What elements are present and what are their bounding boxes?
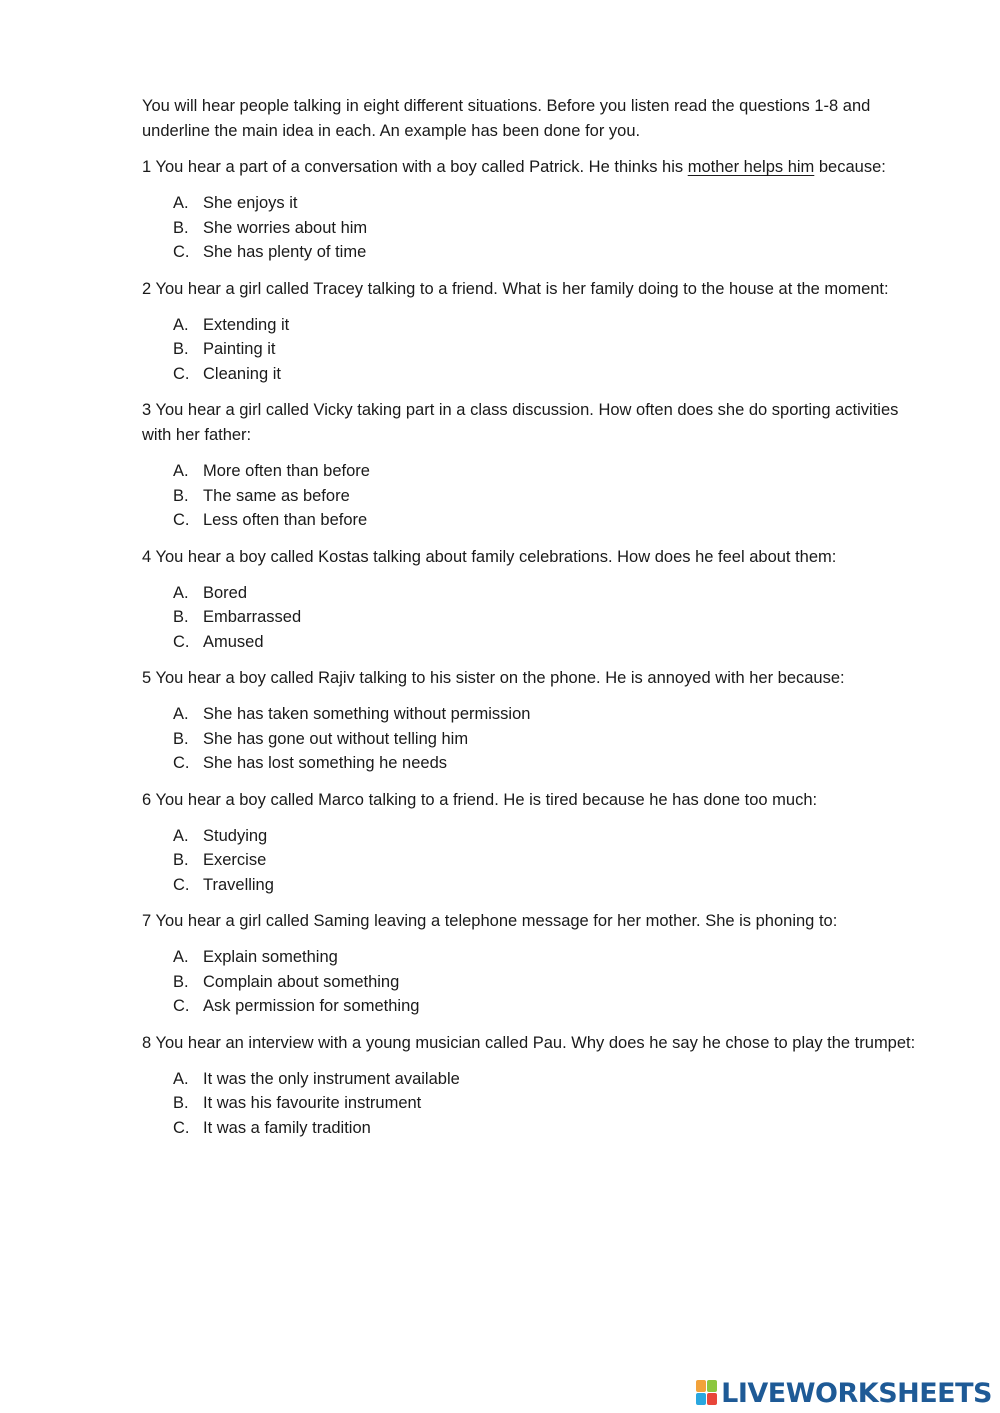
- question: [142, 277, 932, 387]
- instructions: You will hear people talking in eight different situations. Before you listen read the questions 1-8 and underline the main idea in each. An example has been done for you.: [142, 97, 871, 140]
- answer-option[interactable]: [173, 240, 932, 265]
- option-letter: B.: [173, 851, 189, 869]
- option-letter: B.: [173, 972, 189, 991]
- answer-option[interactable]: [173, 824, 932, 849]
- option-text: It was his favourite instrument: [203, 1094, 422, 1112]
- answer-option[interactable]: [173, 605, 932, 630]
- option-text: She worries about him: [203, 218, 368, 237]
- answer-option[interactable]: [173, 945, 932, 970]
- option-letter: A.: [173, 705, 189, 723]
- option-text: Complain about something: [203, 972, 400, 991]
- option-text: Painting it: [203, 340, 276, 358]
- answer-option[interactable]: [173, 1091, 932, 1116]
- answer-options: [142, 824, 932, 898]
- question-text-start: 1 You hear a part of a conversation with a boy called Patrick. He thinks his: [142, 158, 688, 176]
- question: [142, 545, 932, 655]
- option-letter: B.: [173, 729, 189, 748]
- option-letter: A.: [173, 194, 189, 212]
- option-text: It was the only instrument available: [203, 1069, 460, 1088]
- option-letter: B.: [173, 486, 189, 505]
- answer-option[interactable]: [173, 970, 932, 995]
- question: [142, 666, 932, 776]
- question: [142, 788, 932, 898]
- option-letter: C.: [173, 1118, 190, 1137]
- option-text: It was a family tradition: [203, 1118, 371, 1137]
- answer-options: [142, 459, 932, 533]
- option-text: More often than before: [203, 462, 370, 480]
- option-text: Embarrassed: [203, 608, 302, 626]
- answer-option[interactable]: [173, 630, 932, 655]
- answer-option[interactable]: [173, 873, 932, 898]
- option-letter: C.: [173, 997, 190, 1015]
- answer-option[interactable]: [173, 702, 932, 727]
- answer-options: [142, 581, 932, 655]
- option-text: Studying: [203, 826, 268, 845]
- question-text-end: because:: [814, 158, 886, 176]
- answer-option[interactable]: [173, 1116, 932, 1141]
- answer-option[interactable]: [173, 337, 932, 362]
- option-text: Explain something: [203, 948, 338, 966]
- question-text: [142, 155, 932, 180]
- option-text: Exercise: [203, 851, 267, 869]
- option-letter: B.: [173, 340, 189, 358]
- option-letter: B.: [173, 1094, 189, 1112]
- option-text: Ask permission for something: [203, 997, 420, 1015]
- option-letter: C.: [173, 243, 190, 261]
- option-letter: C.: [173, 364, 190, 383]
- option-letter: A.: [173, 583, 189, 602]
- answer-option[interactable]: [173, 994, 932, 1019]
- answer-options: [142, 191, 932, 265]
- answer-option[interactable]: [173, 459, 932, 484]
- option-text: She has lost something he needs: [203, 754, 447, 772]
- liveworksheets-logo[interactable]: [696, 1378, 992, 1408]
- option-text: Travelling: [203, 875, 274, 894]
- answer-option[interactable]: [173, 313, 932, 338]
- question-text: 4 You hear a boy called Kostas talking about family celebrations. How does he feel about them:: [142, 547, 837, 566]
- underlined-main-idea: mother helps him: [687, 158, 815, 176]
- answer-options: [142, 945, 932, 1019]
- question-text: 8 You hear an interview with a young musician called Pau. Why does he say he chose to play the trumpet:: [142, 1033, 916, 1052]
- logo-blocks-icon: [696, 1380, 718, 1406]
- option-letter: C.: [173, 754, 190, 772]
- option-letter: A.: [173, 948, 189, 966]
- answer-options: [142, 313, 932, 387]
- question-text: 3 You hear a girl called Vicky taking part in a class discussion. How often does she do sporting activities with her father:: [142, 401, 899, 444]
- option-letter: C.: [173, 632, 190, 651]
- answer-option[interactable]: [173, 848, 932, 873]
- question-text: 7 You hear a girl called Saming leaving a telephone message for her mother. She is phoning to:: [142, 912, 838, 930]
- option-text: She has taken something without permission: [203, 705, 531, 723]
- option-text: She has plenty of time: [203, 243, 367, 261]
- option-text: Amused: [203, 632, 264, 651]
- option-letter: C.: [173, 511, 190, 529]
- logo-text: LIVEWORKSHEETS: [721, 1377, 992, 1409]
- option-text: Cleaning it: [203, 364, 281, 383]
- answer-option[interactable]: [173, 484, 932, 509]
- option-letter: C.: [173, 875, 190, 894]
- answer-option[interactable]: [173, 216, 932, 241]
- question: [142, 909, 932, 1019]
- worksheet: [142, 94, 932, 1152]
- option-letter: A.: [173, 462, 189, 480]
- answer-options: [142, 702, 932, 776]
- option-text: The same as before: [203, 486, 350, 505]
- question-text: 5 You hear a boy called Rajiv talking to his sister on the phone. He is annoyed with her because:: [142, 669, 845, 687]
- answer-option[interactable]: [173, 751, 932, 776]
- question-text: 2 You hear a girl called Tracey talking to a friend. What is her family doing to the house at the moment:: [142, 279, 889, 298]
- answer-option[interactable]: [173, 581, 932, 606]
- option-letter: B.: [173, 218, 189, 237]
- option-letter: B.: [173, 608, 189, 626]
- option-text: Extending it: [203, 315, 290, 334]
- answer-option[interactable]: [173, 362, 932, 387]
- question-text: 6 You hear a boy called Marco talking to a friend. He is tired because he has done too much:: [142, 790, 818, 809]
- option-text: Less often than before: [203, 511, 368, 529]
- option-text: She enjoys it: [203, 194, 298, 212]
- option-text: She has gone out without telling him: [203, 729, 469, 748]
- option-text: Bored: [203, 583, 248, 602]
- question: [142, 155, 932, 265]
- question: [142, 1031, 932, 1141]
- answer-option[interactable]: [173, 191, 932, 216]
- option-letter: A.: [173, 315, 189, 334]
- question: [142, 398, 932, 533]
- answer-option[interactable]: [173, 727, 932, 752]
- answer-option[interactable]: [173, 508, 932, 533]
- answer-option[interactable]: [173, 1067, 932, 1092]
- option-letter: A.: [173, 826, 189, 845]
- answer-options: [142, 1067, 932, 1141]
- option-letter: A.: [173, 1069, 189, 1088]
